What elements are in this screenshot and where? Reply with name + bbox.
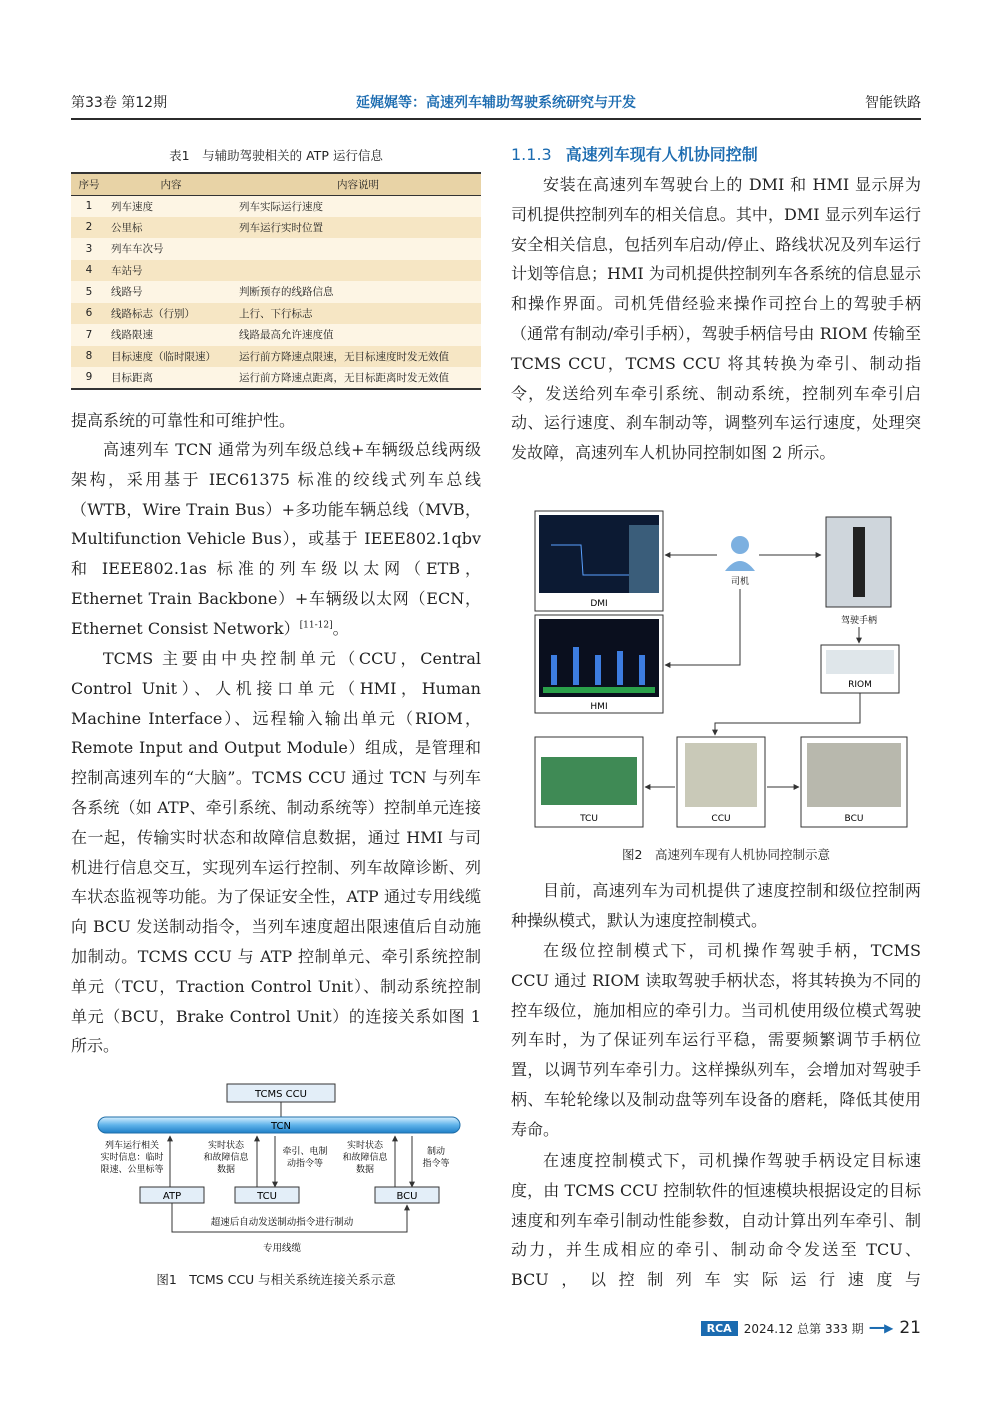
fig1-label: 实时信息：临时 xyxy=(100,1153,164,1163)
table-cell: 运行前方降速点限速，无目标速度时发无效值 xyxy=(235,346,481,368)
table-row xyxy=(71,367,481,389)
figure1-caption: 图1 TCMS CCU 与相关系统连接关系示意 xyxy=(156,1272,396,1287)
table-body xyxy=(71,195,481,389)
riom-to-ccu-arrow xyxy=(715,693,860,735)
table-row xyxy=(71,260,481,282)
right-paragraph-3: 在级位控制模式下，司机操作驾驶手柄，TCMS CCU 通过 RIOM 读取驾驶手柄状态，将其转换为不同的控车级位，施加相应的牵引力。当司机使用级位模式驾驶列车时，为了保证列车运行平稳，需要频繁调节手柄位置，以调节列车牵引力。这样操纵列车，会增加对驾驶手柄、车轮轮缘以及制动盘等列车设备的磨耗，降低其使用寿命。 xyxy=(511,941,921,1139)
table-cell: 7 xyxy=(71,324,107,346)
table-cell: 4 xyxy=(71,260,107,282)
right-paragraph-4: 在速度控制模式下，司机操作驾驶手柄设定目标速度，由 TCMS CCU 控制软件的恒速模块根据设定的目标速度和列车牵引制动性能参数，自动计算出列车牵引、制动力，并生成相应的牵引、制动命令发送至 TCU、BCU，以控制列车实际运行速度与 xyxy=(511,1151,921,1290)
right-paragraph-2: 目前，高速列车为司机提供了速度控制和级位控制两种操纵模式，默认为速度控制模式。 xyxy=(511,881,921,930)
table-cell: 1 xyxy=(71,195,107,217)
table-cell: 列车速度 xyxy=(107,195,235,217)
issue-label: 2024.12 总第 333 期 xyxy=(743,1321,864,1336)
table-cell: 线路最高允许速度值 xyxy=(235,324,481,346)
fig1-label: 和故障信息 xyxy=(203,1153,249,1163)
fig1-label: 制动 xyxy=(426,1147,446,1157)
table-row xyxy=(71,238,481,260)
dmi-operator xyxy=(629,525,659,593)
figure2-caption: 图2 高速列车现有人机协同控制示意 xyxy=(622,847,830,862)
table-cell: 线路号 xyxy=(107,281,235,303)
fig1-label: 实时状态 xyxy=(346,1141,384,1151)
left-paragraph-2-end: 。 xyxy=(332,618,349,638)
table-cell: 3 xyxy=(71,238,107,260)
left-paragraph-2 xyxy=(71,435,481,644)
citation-11-12: [11-12] xyxy=(299,620,333,631)
table-cell: 8 xyxy=(71,346,107,368)
table-cell: 列车实际运行速度 xyxy=(235,195,481,217)
driver-body-icon xyxy=(725,561,755,571)
fig1-label: 和故障信息 xyxy=(342,1153,388,1163)
fig1-label: 列车运行相关 xyxy=(104,1141,160,1151)
table-cell: 目标速度（临时限速） xyxy=(107,346,235,368)
driver-icon xyxy=(731,536,749,554)
fig1-label: 指令等 xyxy=(422,1159,450,1169)
bcu-photo xyxy=(807,743,901,807)
fig1-label: 牵引、电制 xyxy=(282,1147,328,1157)
table-cell: 公里标 xyxy=(107,217,235,239)
running-title: 延娓娓等：高速列车辅助驾驶系统研究与开发 xyxy=(356,95,636,111)
table-header-cell: 内容说明 xyxy=(235,173,481,195)
rca-badge: RCA xyxy=(701,1321,738,1336)
tcu-label: TCU xyxy=(580,814,598,824)
hmi-label: HMI xyxy=(590,702,608,712)
atp-info-table xyxy=(71,172,481,390)
table-cell xyxy=(235,238,481,260)
table-cell: 9 xyxy=(71,367,107,389)
table-row xyxy=(71,281,481,303)
table-cell: 2 xyxy=(71,217,107,239)
riom-label: RIOM xyxy=(848,680,872,690)
bcu-label: BCU xyxy=(844,814,864,824)
fig1-label: 动指令等 xyxy=(286,1159,324,1169)
tcu-photo xyxy=(541,757,637,805)
page-number: 21 xyxy=(899,1318,921,1338)
table-cell: 列车运行实时位置 xyxy=(235,217,481,239)
table-header-cell: 内容 xyxy=(107,173,235,195)
table-row xyxy=(71,303,481,325)
ccu-label: TCMS CCU xyxy=(255,1089,307,1100)
left-paragraph-3: TCMS 主要由中央控制单元（CCU，Central Control Unit）、人机接口单元（HMI，Human Machine Interface）、远程输入输出单元（RIOM，Remote Input and Output Module）组成，是管理和控制高速列车的“大脑”。TCMS CCU 通过 TCN 与列车各系统（如 ATP、牵引系统、制动系统等）控制单元连接在一起，传输实时状态和故障信息数据，通过 HMI 与司机进行信息交互，实现列车运行控制、列车故障诊断、列车状态监视等功能。为了保证安全性，ATP 通过专用线缆向 BCU 发送制动指令，当列车速度超出限速值后自动施加制动。TCMS CCU 与 ATP 控制单元、牵引系统控制单元（TCU，Traction Control Unit）、制动系统控制单元（BCU，Brake Control Unit）的连接关系如图 1 所示。 xyxy=(71,649,481,1056)
fig1-label: 限速、公里标等 xyxy=(100,1165,164,1175)
table-header-cell: 序号 xyxy=(71,173,107,195)
riom-photo xyxy=(826,650,894,674)
table-cell: 5 xyxy=(71,281,107,303)
ccu-label: CCU xyxy=(711,814,731,824)
section-number: 1.1.3 xyxy=(511,145,552,164)
section-heading xyxy=(511,142,758,165)
table-cell: 列车车次号 xyxy=(107,238,235,260)
left-paragraph-1: 提高系统的可靠性和可维护性。 xyxy=(71,411,296,430)
cable-label: 专用线缆 xyxy=(262,1243,302,1254)
ccu-photo xyxy=(685,743,757,807)
driver-to-hmi-arrow xyxy=(665,589,740,665)
journal-volume: 第33卷 第12期 xyxy=(71,95,168,111)
table-cell xyxy=(235,260,481,282)
right-paragraph-1: 安装在高速列车驾驶台上的 DMI 和 HMI 显示屏为司机提供控制列车的相关信息。其中，DMI 显示列车运行安全相关信息，包括列车启动/停止、路线状况及列车运行计划等信息；HMI 为司机提供控制列车各系统的信息显示和操作界面。司机凭借经验来操作司控台上的驾驶手柄（通常有制动/牵引手柄），驾驶手柄信号由 RIOM 传输至 TCMS CCU，TCMS CCU 将其转换为牵引、制动指令，发送给列车牵引系统、制动系统，控制列车牵引启动、运行速度、刹车制动等，调整列车运行速度，处理突发故障，高速列车人机协同控制如图 2 所示。 xyxy=(511,175,921,463)
fig1-label: 数据 xyxy=(216,1165,236,1175)
table-cell: 线路标志（行别） xyxy=(107,303,235,325)
page-footer xyxy=(701,1318,921,1338)
arrow-icon: ━━▶ xyxy=(869,1321,894,1335)
table-row xyxy=(71,346,481,368)
hmi-status-strip xyxy=(543,687,655,693)
table-row xyxy=(71,324,481,346)
handle-label: 驾驶手柄 xyxy=(840,616,878,626)
table-cell: 目标距离 xyxy=(107,367,235,389)
table-cell: 运行前方降速点距离，无目标距离时发无效值 xyxy=(235,367,481,389)
driver-label: 司机 xyxy=(730,577,750,587)
left-paragraph-2-text: 高速列车 TCN 通常为列车级总线+车辆级总线两级架构，采用基于 IEC61375 标准的绞线式列车总线（WTB，Wire Train Bus）+多功能车辆总线（MVB，Multifunction Vehicle Bus），或基于 IEEE802.1qbv 和 IEEE802.1as 标准的列车级以太网（ETB，Ethernet Train Backbone）+车辆级以太网（ECN，Ethernet Consist Network） xyxy=(71,440,481,638)
table-header-row xyxy=(71,173,481,195)
table-row xyxy=(71,217,481,239)
table1-caption: 表1 与辅助驾驶相关的 ATP 运行信息 xyxy=(169,148,383,163)
auto-brake-label: 超速后自动发送制动指令进行制动 xyxy=(210,1217,354,1228)
header-rule xyxy=(71,118,921,120)
table-cell: 线路限速 xyxy=(107,324,235,346)
table-cell: 判断预存的线路信息 xyxy=(235,281,481,303)
tcu-label: TCU xyxy=(257,1191,277,1202)
journal-section: 智能铁路 xyxy=(865,95,921,111)
tcn-label: TCN xyxy=(271,1121,291,1132)
atp-label: ATP xyxy=(162,1191,182,1202)
fig1-label: 数据 xyxy=(355,1165,375,1175)
section-title: 高速列车现有人机协同控制 xyxy=(565,145,758,164)
figure2-diagram xyxy=(521,505,911,835)
dmi-label: DMI xyxy=(590,599,608,609)
table-row xyxy=(71,195,481,217)
table-cell: 车站号 xyxy=(107,260,235,282)
bcu-label: BCU xyxy=(396,1191,418,1202)
table-cell: 上行、下行标志 xyxy=(235,303,481,325)
fig1-label: 实时状态 xyxy=(207,1141,245,1151)
figure1-diagram xyxy=(92,1080,464,1258)
handle-lever-icon xyxy=(853,527,865,597)
table-cell: 6 xyxy=(71,303,107,325)
